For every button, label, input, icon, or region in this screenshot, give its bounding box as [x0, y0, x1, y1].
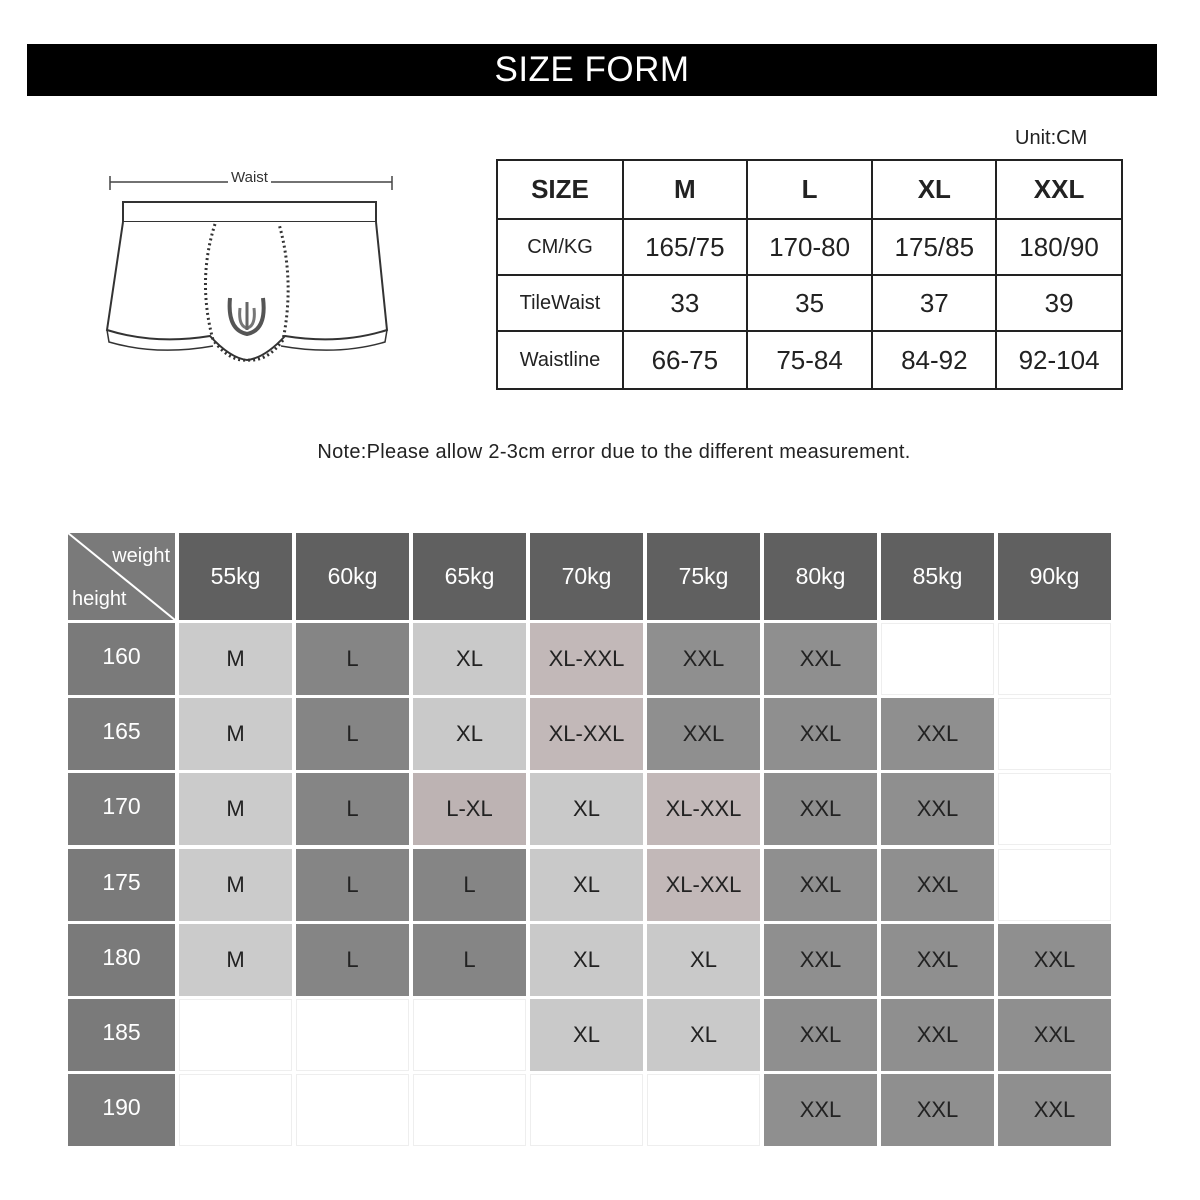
- size-cell: L: [296, 773, 409, 845]
- size-cell: XL-XXL: [647, 773, 760, 845]
- empty-cell: [647, 1074, 760, 1146]
- title-banner: [27, 44, 1157, 96]
- table-cell: 66-75: [623, 331, 747, 389]
- size-header-cell: XXL: [996, 160, 1122, 219]
- size-cell: XXL: [764, 999, 877, 1071]
- size-cell: XXL: [764, 623, 877, 695]
- grid-corner-cell: [68, 533, 175, 620]
- size-cell: XL: [647, 999, 760, 1071]
- size-cell: XXL: [881, 698, 994, 770]
- size-cell: XXL: [764, 773, 877, 845]
- row-label: Waistline: [497, 331, 623, 389]
- size-cell: L: [296, 698, 409, 770]
- size-cell: L: [413, 924, 526, 996]
- size-cell: XL-XXL: [530, 623, 643, 695]
- empty-cell: [530, 1074, 643, 1146]
- size-cell: XL: [413, 623, 526, 695]
- empty-cell: [179, 999, 292, 1071]
- size-cell: M: [179, 773, 292, 845]
- empty-cell: [998, 849, 1111, 921]
- height-row-header: 160: [68, 623, 175, 695]
- size-header-cell: L: [747, 160, 873, 219]
- empty-cell: [881, 623, 994, 695]
- row-label: TileWaist: [497, 275, 623, 331]
- height-row-header: 165: [68, 698, 175, 770]
- table-cell: 33: [623, 275, 747, 331]
- height-row-header: 175: [68, 849, 175, 921]
- size-cell: XL-XXL: [647, 849, 760, 921]
- size-cell: M: [179, 849, 292, 921]
- size-cell: M: [179, 924, 292, 996]
- table-cell: 37: [872, 275, 996, 331]
- size-cell: M: [179, 698, 292, 770]
- weight-header-cell: 85kg: [881, 533, 994, 620]
- size-header-cell: XL: [872, 160, 996, 219]
- size-cell: XXL: [881, 924, 994, 996]
- table-cell: 39: [996, 275, 1122, 331]
- size-cell: XXL: [998, 924, 1111, 996]
- size-cell: XXL: [881, 1074, 994, 1146]
- size-cell: XL-XXL: [530, 698, 643, 770]
- weight-height-size-chart: [68, 533, 1111, 1144]
- height-row-header: 180: [68, 924, 175, 996]
- size-cell: XXL: [764, 698, 877, 770]
- size-cell: XXL: [647, 698, 760, 770]
- size-table-row: [497, 275, 1122, 331]
- size-table-header-row: [497, 160, 1122, 219]
- weight-header-cell: 55kg: [179, 533, 292, 620]
- empty-cell: [296, 1074, 409, 1146]
- waist-label: Waist: [228, 169, 271, 186]
- height-row-header: 190: [68, 1074, 175, 1146]
- table-cell: 165/75: [623, 219, 747, 275]
- size-table-row: [497, 331, 1122, 389]
- table-cell: 92-104: [996, 331, 1122, 389]
- weight-header-cell: 65kg: [413, 533, 526, 620]
- size-cell: XXL: [881, 999, 994, 1071]
- size-cell: L: [296, 924, 409, 996]
- size-cell: M: [179, 623, 292, 695]
- size-cell: XXL: [647, 623, 760, 695]
- table-cell: 75-84: [747, 331, 873, 389]
- weight-header-cell: 75kg: [647, 533, 760, 620]
- table-cell: 175/85: [872, 219, 996, 275]
- size-cell: XXL: [764, 924, 877, 996]
- size-cell: XXL: [881, 773, 994, 845]
- empty-cell: [179, 1074, 292, 1146]
- size-cell: XL: [530, 773, 643, 845]
- weight-header-cell: 80kg: [764, 533, 877, 620]
- table-cell: 84-92: [872, 331, 996, 389]
- size-cell: XXL: [998, 999, 1111, 1071]
- size-cell: XXL: [881, 849, 994, 921]
- height-axis-label: height: [72, 588, 127, 610]
- size-cell: XXL: [764, 849, 877, 921]
- size-cell: L: [296, 849, 409, 921]
- size-cell: XL: [413, 698, 526, 770]
- size-cell: XXL: [764, 1074, 877, 1146]
- size-header-cell: SIZE: [497, 160, 623, 219]
- weight-header-cell: 70kg: [530, 533, 643, 620]
- size-cell: L: [413, 849, 526, 921]
- size-cell: L-XL: [413, 773, 526, 845]
- empty-cell: [413, 999, 526, 1071]
- size-cell: XXL: [998, 1074, 1111, 1146]
- table-cell: 180/90: [996, 219, 1122, 275]
- size-cell: XL: [530, 849, 643, 921]
- empty-cell: [998, 623, 1111, 695]
- size-cell: L: [296, 623, 409, 695]
- empty-cell: [413, 1074, 526, 1146]
- table-cell: 35: [747, 275, 873, 331]
- weight-header-cell: 90kg: [998, 533, 1111, 620]
- weight-header-cell: 60kg: [296, 533, 409, 620]
- unit-label: Unit:CM: [1015, 127, 1088, 149]
- height-row-header: 170: [68, 773, 175, 845]
- empty-cell: [296, 999, 409, 1071]
- size-table: [496, 159, 1123, 390]
- table-cell: 170-80: [747, 219, 873, 275]
- weight-axis-label: weight: [112, 545, 170, 567]
- height-row-header: 185: [68, 999, 175, 1071]
- row-label: CM/KG: [497, 219, 623, 275]
- size-cell: XL: [530, 924, 643, 996]
- empty-cell: [998, 773, 1111, 845]
- size-table-row: [497, 219, 1122, 275]
- size-cell: XL: [530, 999, 643, 1071]
- size-cell: XL: [647, 924, 760, 996]
- size-header-cell: M: [623, 160, 747, 219]
- measurement-note: Note:Please allow 2-3cm error due to the different measurement.: [317, 441, 911, 463]
- empty-cell: [998, 698, 1111, 770]
- page-title: SIZE FORM: [494, 50, 690, 89]
